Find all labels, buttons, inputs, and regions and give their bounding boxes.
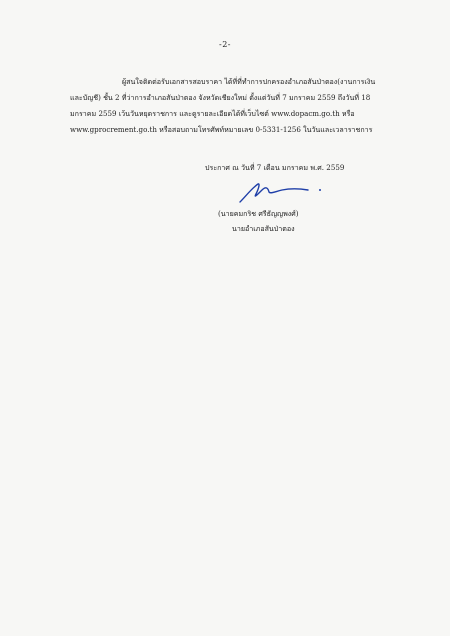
body-line: และบัญชี) ชั้น 2 ที่ว่าการอำเภอสันป่าตอง จังหวัดเชียงใหม่ ตั้งแต่วันที่ 7 มกราคม 2559 ถึงวันที่ 18	[70, 93, 371, 102]
signatory-name: (นายคมกริช ศรีธัญญพงศ์)	[218, 209, 299, 218]
signatory-title: นายอำเภอสันป่าตอง	[232, 224, 295, 233]
body-paragraph	[70, 74, 414, 138]
announcement-date: ประกาศ ณ วันที่ 7 เดือน มกราคม พ.ศ. 2559	[205, 163, 345, 172]
body-line: www.gprocrement.go.th หรือสอบถามโทรศัพท์หมายเลข 0-5331-1256 ในวันและเวลาราชการ	[70, 125, 373, 134]
page-number: -2-	[219, 40, 231, 49]
handwritten-signature	[232, 178, 322, 208]
body-line: มกราคม 2559 เว้นวันหยุดราชการ และดูรายละเอียดได้ที่เว็บไซต์ www.dopacm.go.th หรือ	[70, 109, 355, 118]
body-line: ผู้สนใจติดต่อรับเอกสารสอบราคา ได้ที่ที่ทำการปกครองอำเภอสันป่าตอง(งานการเงิน	[122, 77, 376, 86]
